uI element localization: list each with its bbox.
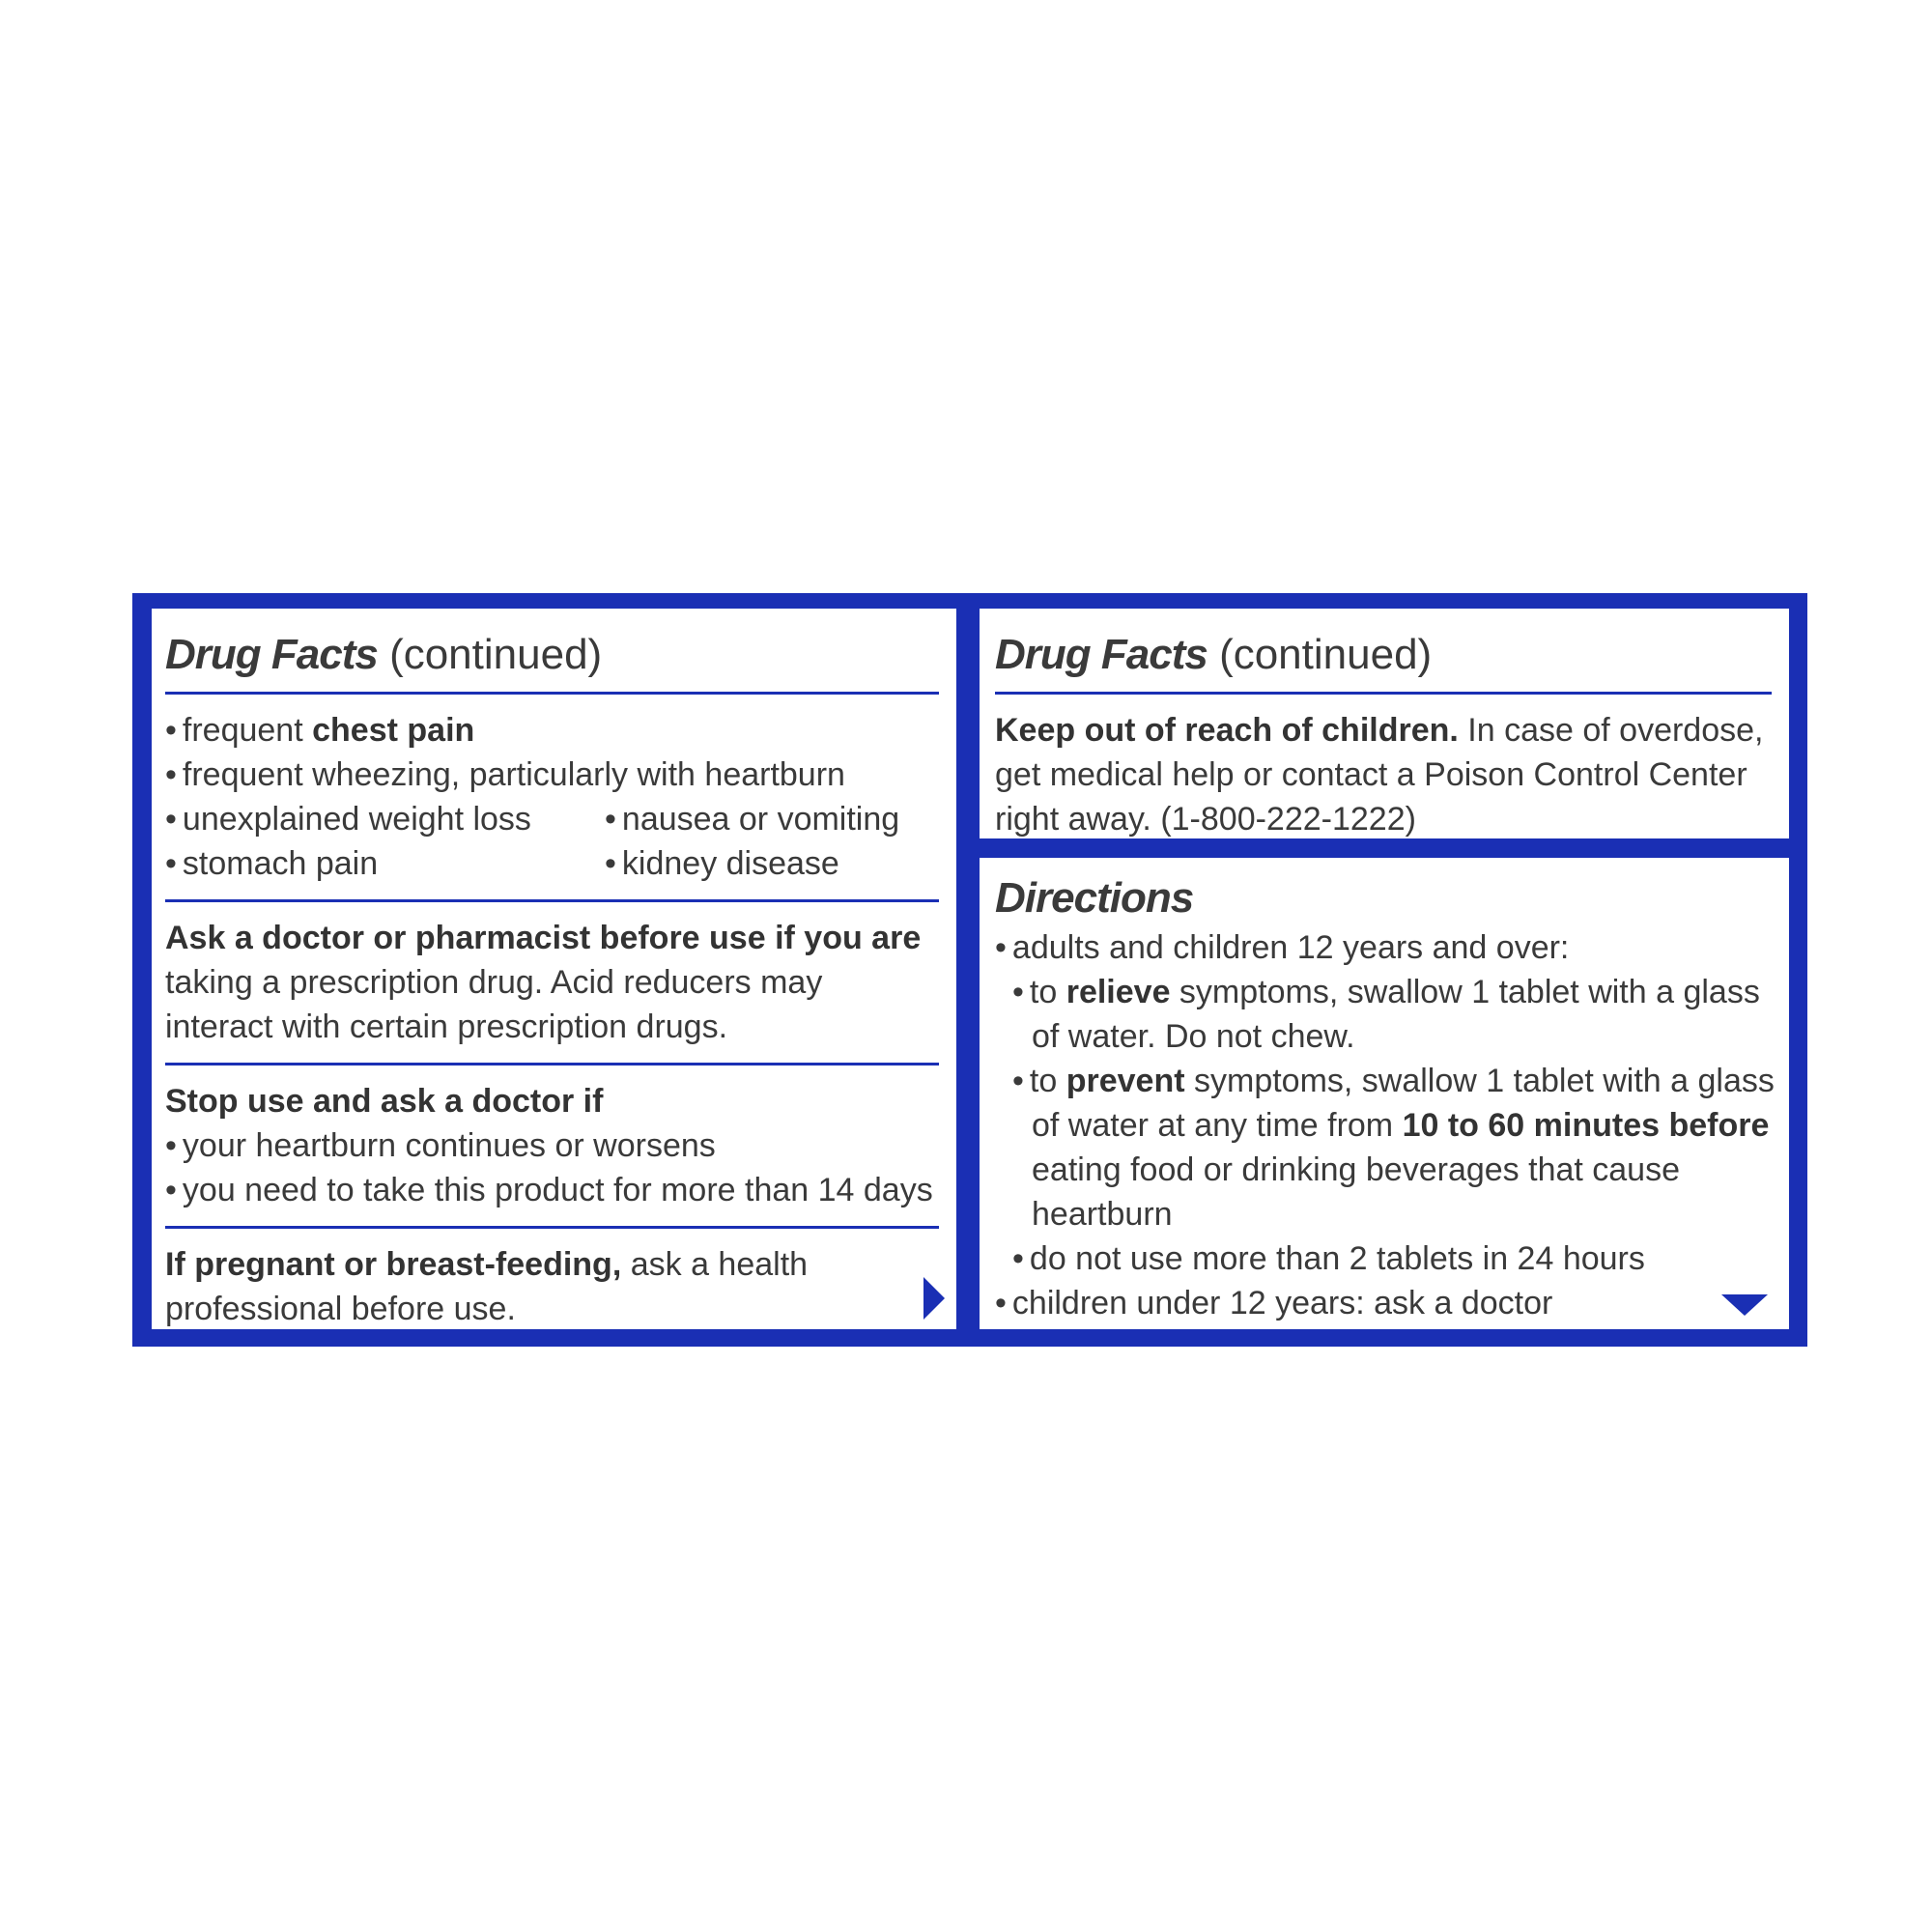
title-bold: Drug Facts — [165, 631, 378, 678]
list-item: • you need to take this product for more than 14 days — [165, 1168, 939, 1212]
list-item: • stomach pain — [165, 841, 605, 886]
continue-arrow-right-icon — [923, 1277, 945, 1320]
stop-use-heading: Stop use and ask a doctor if — [165, 1083, 604, 1120]
ask-doctor-section — [165, 902, 939, 1063]
list-item: • frequent wheezing, particularly with heartburn — [165, 753, 939, 797]
list-item: • to prevent symptoms, swallow 1 tablet with a glass — [995, 1059, 1772, 1103]
symptom-list — [165, 695, 939, 899]
list-item: • adults and children 12 years and over: — [995, 925, 1772, 970]
list-item-continued: of water at any time from 10 to 60 minutes before — [1032, 1107, 1770, 1144]
title-bold: Drug Facts — [995, 631, 1208, 678]
keep-out-text: right away. (1-800-222-1222) — [995, 801, 1416, 838]
right-top-panel — [980, 609, 1789, 838]
ask-doctor-text: taking a prescription drug. Acid reducers may — [165, 964, 823, 1001]
list-item: • to relieve symptoms, swallow 1 tablet with a glass — [995, 970, 1772, 1014]
keep-out-text: get medical help or contact a Poison Control Center — [995, 756, 1747, 793]
list-item: • your heartburn continues or worsens — [165, 1123, 939, 1168]
directions-title: Directions — [995, 874, 1194, 922]
list-item-continued: eating food or drinking beverages that cause — [1032, 1151, 1681, 1188]
list-item: • unexplained weight loss — [165, 797, 605, 841]
left-panel-title — [165, 628, 939, 682]
directions-panel — [980, 858, 1789, 1329]
list-item-continued: of water. Do not chew. — [1032, 1018, 1355, 1055]
stop-use-section — [165, 1065, 939, 1226]
continue-arrow-down-icon — [1721, 1294, 1768, 1316]
ask-doctor-text: interact with certain prescription drugs. — [165, 1009, 728, 1045]
right-panel-title — [995, 628, 1772, 682]
list-item-continued: heartburn — [1032, 1196, 1173, 1233]
keep-out-section: Keep out of reach of children. In case of overdose, get medical help or contact a Poison Control Center right away. (1-800-222-1222) — [995, 695, 1772, 838]
left-panel — [152, 609, 956, 1329]
pregnant-text: professional before use. — [165, 1291, 516, 1327]
drug-facts-frame — [132, 593, 1807, 1347]
pregnant-section: If pregnant or breast-feeding, ask a health professional before use. — [165, 1229, 939, 1329]
title-continued: (continued) — [389, 631, 603, 678]
title-continued: (continued) — [1219, 631, 1433, 678]
list-item: • do not use more than 2 tablets in 24 hours — [995, 1236, 1772, 1281]
list-item: • frequent chest pain — [165, 708, 939, 753]
pregnant-bold: If pregnant or breast-feeding, — [165, 1246, 622, 1283]
directions-list — [995, 925, 1775, 1325]
list-item: • children under 12 years: ask a doctor — [995, 1281, 1772, 1325]
list-item: • nausea or vomiting — [605, 797, 899, 841]
ask-doctor-heading: Ask a doctor or pharmacist before use if you are — [165, 920, 922, 956]
list-item: • kidney disease — [605, 841, 839, 886]
keep-out-heading: Keep out of reach of children. — [995, 712, 1459, 749]
